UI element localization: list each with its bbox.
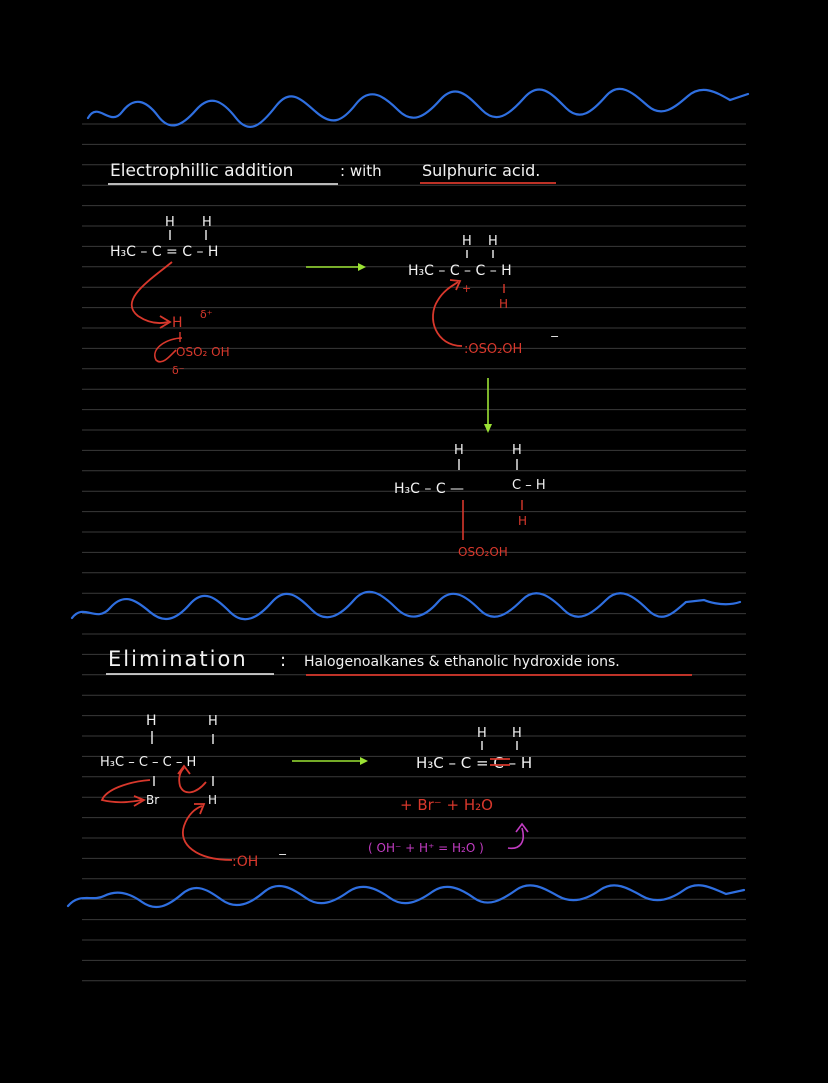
acid-delta-plus: δ⁺ (200, 308, 213, 321)
reaction-arrow-2-head (484, 424, 492, 433)
byproducts: + Br⁻ + H₂O (400, 796, 493, 814)
carbocation-lower-h: H (499, 297, 509, 311)
acid-delta-minus: δ⁻ (172, 364, 185, 377)
product1-chain-left: H₃C – C — (394, 481, 465, 497)
product1-chain-right: C – H (512, 478, 546, 493)
reaction-arrow-3-head (360, 757, 368, 765)
haloalkane-top-h2: H (208, 714, 218, 729)
section2-colon: : (280, 650, 287, 671)
wavy-divider-bottom (68, 885, 744, 907)
reaction-arrow-1-head (358, 263, 366, 271)
product1-group: OSO₂OH (458, 545, 508, 559)
alkene-chain: H₃C – C = C – H (416, 754, 533, 772)
alkene-product-structure (368, 726, 532, 855)
sulphuric-acid-structure (172, 308, 230, 377)
acid-attack-h: H (172, 315, 183, 331)
hydroxide-charge: − (278, 848, 288, 861)
propene-chain: H₃C – C = C – H (110, 244, 219, 260)
curly-arrow-ch-bond (179, 768, 206, 792)
bisulfate-anion-charge: − (550, 330, 560, 343)
product1-top-h2: H (512, 443, 522, 458)
alkene-top-h2: H (512, 726, 522, 741)
propene-top-h1: H (165, 215, 175, 230)
acid-rest: OSO₂ OH (176, 345, 230, 359)
product1-top-h1: H (454, 443, 464, 458)
haloalkane-br: Br (146, 793, 160, 807)
alkene-top-h1: H (477, 726, 487, 741)
section1-title: Electrophillic addition (110, 161, 294, 181)
haloalkane-chain: H₃C – C – C – H (100, 755, 197, 770)
product1-lower-h: H (518, 514, 528, 528)
section2-title: Elimination (108, 647, 248, 671)
curly-arrow-hydroxide (183, 806, 232, 860)
alkyl-hydrogensulfate-structure (394, 443, 546, 559)
carbocation-structure (408, 234, 559, 357)
wavy-divider-middle (72, 592, 740, 619)
carbocation-top-h1: H (462, 234, 472, 249)
section1-reagent: Sulphuric acid. (422, 161, 541, 180)
carbocation-chain: H₃C – C – C – H (408, 263, 512, 279)
section2-subtitle: Halogenoalkanes & ethanolic hydroxide ions. (304, 654, 620, 670)
haloalkane-top-h1: H (146, 713, 157, 729)
curly-arrow-anion-to-cation (433, 282, 462, 346)
water-formation-note: ( OH⁻ + H⁺ = H₂O ) (368, 841, 484, 855)
hydroxide-ion: :OH (232, 854, 259, 870)
bisulfate-anion: :OSO₂OH (464, 342, 523, 357)
carbocation-top-h2: H (488, 234, 498, 249)
haloalkane-lower-h: H (208, 793, 218, 807)
carbocation-charge: + (462, 282, 472, 295)
propene-top-h2: H (202, 215, 212, 230)
propene-structure (110, 215, 218, 260)
curly-arrow-double-bond-to-h (132, 262, 172, 323)
wavy-divider-top (88, 89, 748, 127)
section1-colon-with: : with (340, 162, 382, 180)
